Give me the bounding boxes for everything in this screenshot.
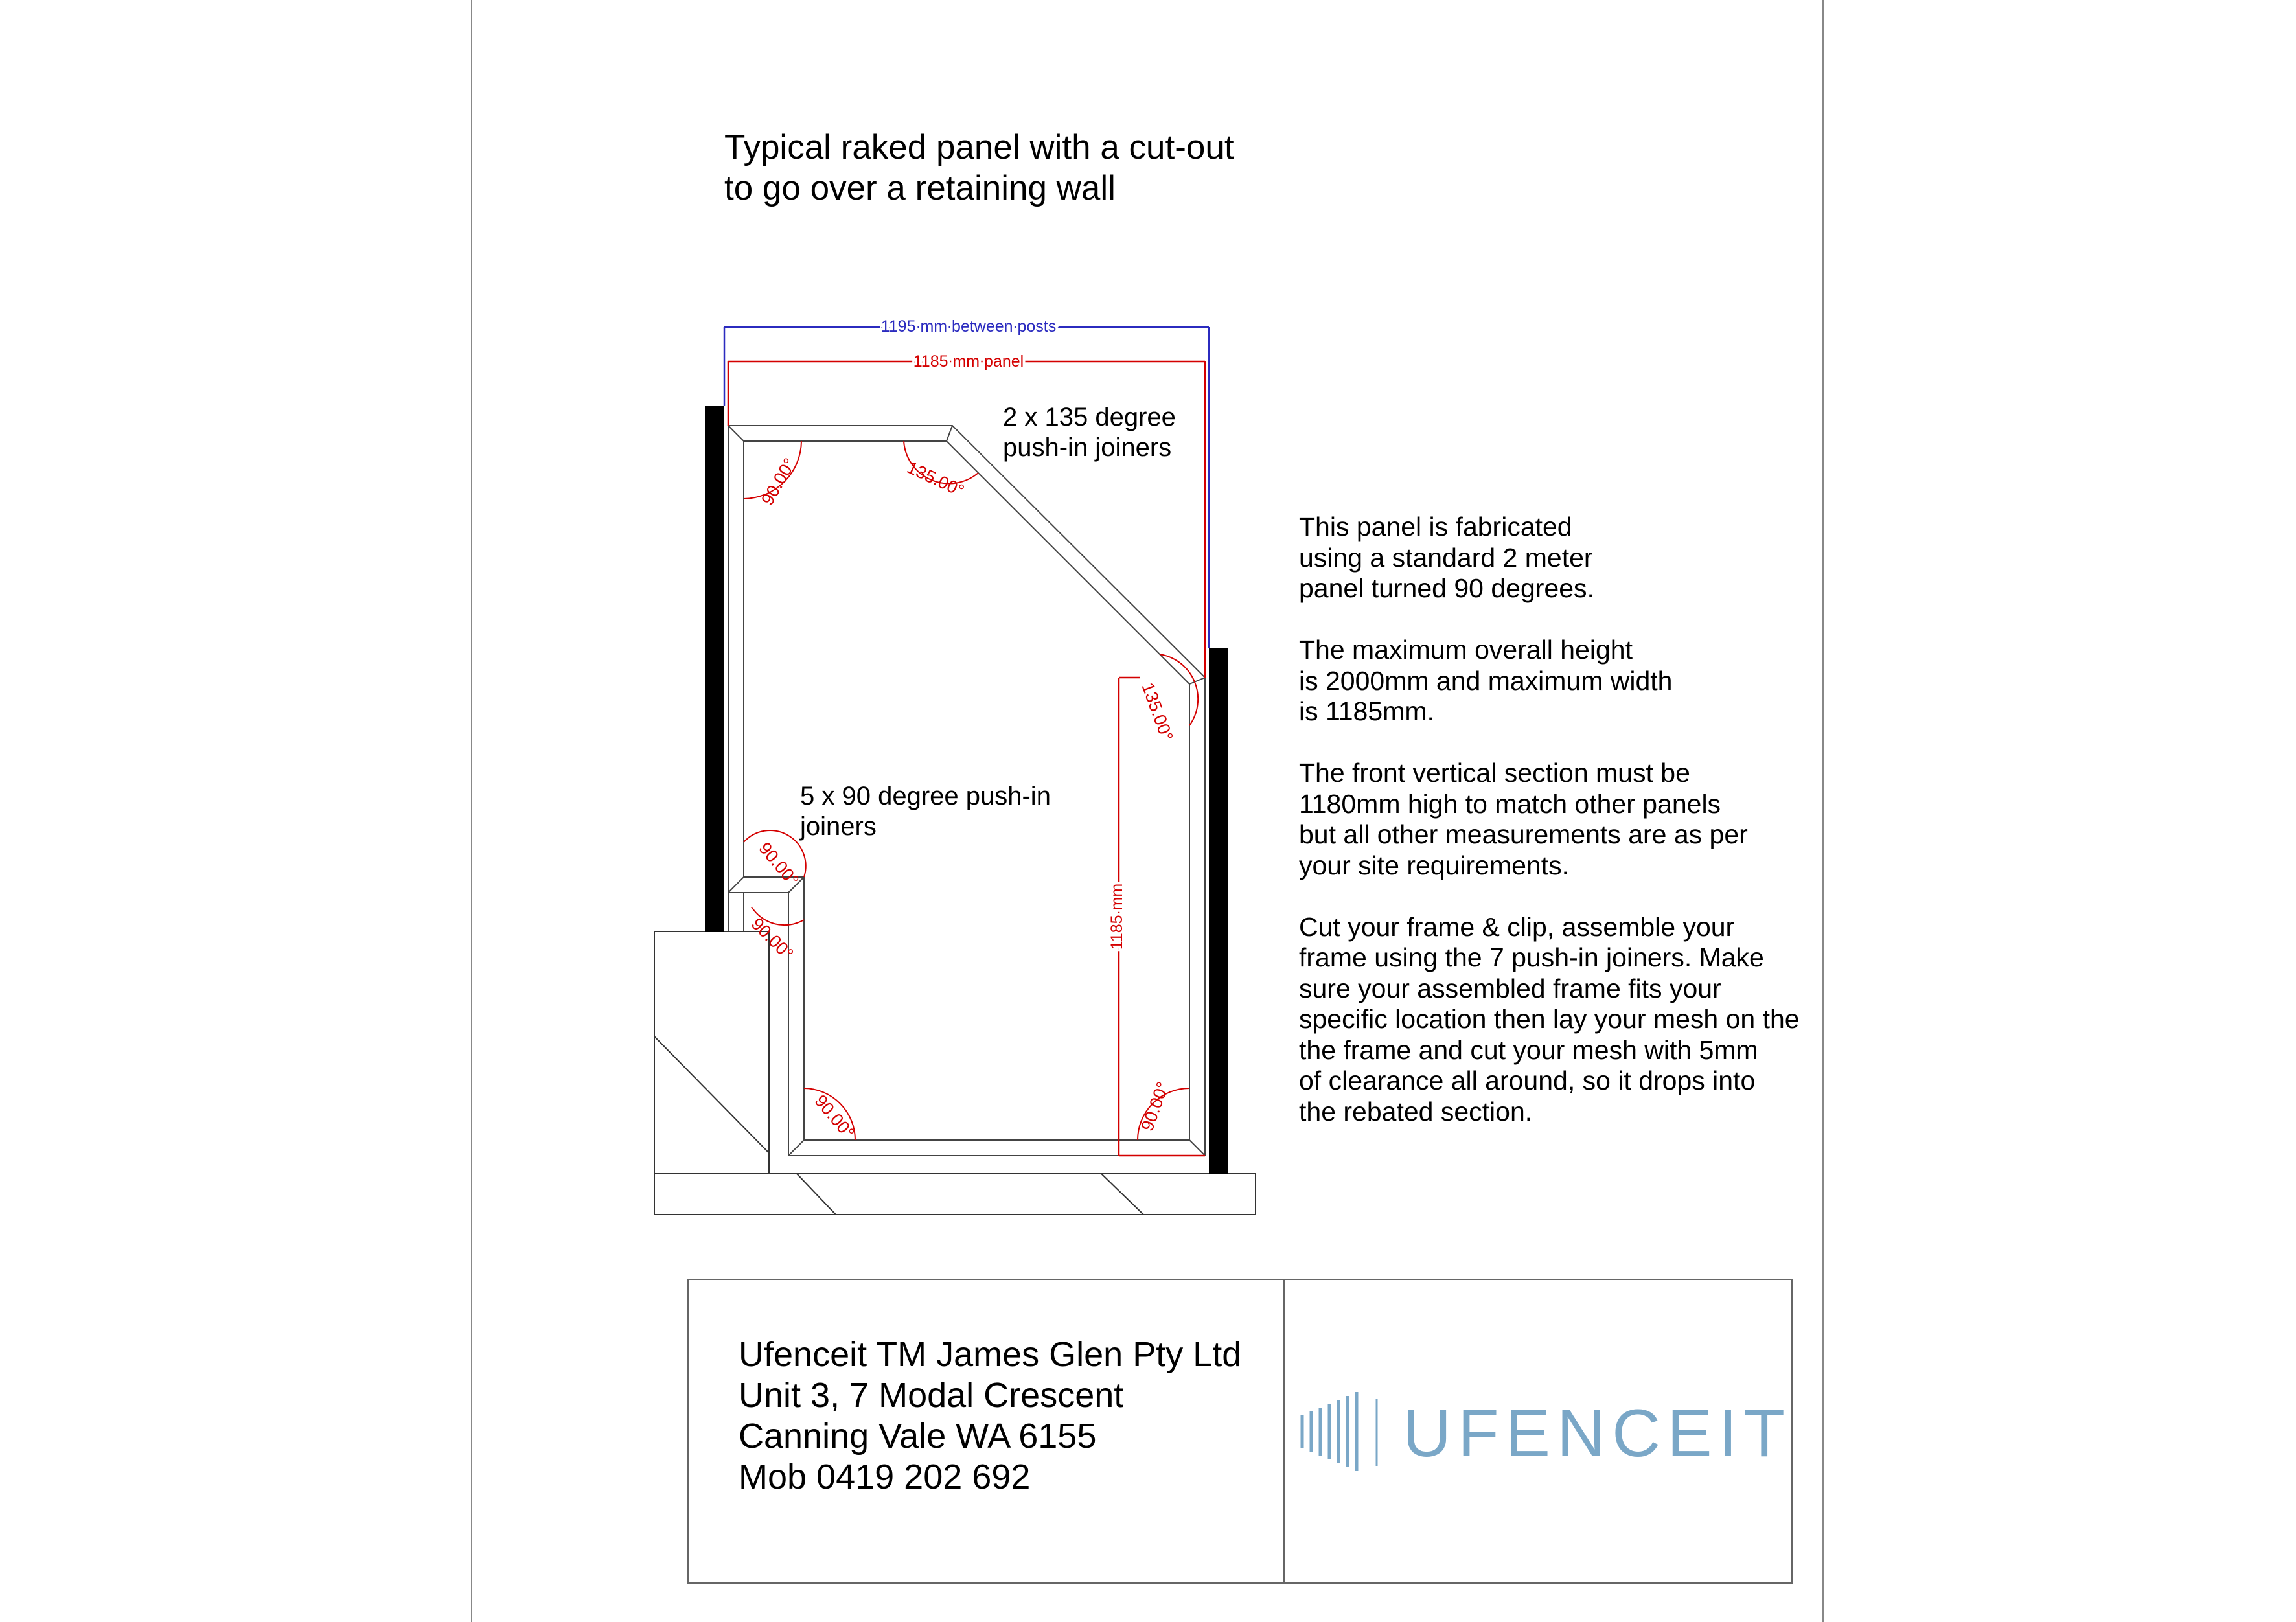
note-2-line-2: is 2000mm and maximum width <box>1299 665 1673 696</box>
note-4-line-3: sure your assembled frame fits your <box>1299 973 1721 1003</box>
note-paragraph-3 <box>1299 758 1856 881</box>
right-post <box>1209 648 1228 1174</box>
dimension-panel-width-label: 1185 mm panel <box>913 352 1024 371</box>
label-90-joiners-line-2: joiners <box>800 812 877 841</box>
company-details <box>739 1334 1241 1498</box>
company-name: Ufenceit TM James Glen Pty Ltd <box>739 1335 1242 1374</box>
company-address-2: Canning Vale WA 6155 <box>739 1417 1097 1456</box>
label-90-joiners-line-1: 5 x 90 degree push-in <box>800 782 1051 810</box>
angle-label-135-right: 135.00° <box>1138 680 1177 744</box>
page-title <box>724 127 1234 209</box>
note-4-line-4: specific location then lay your mesh on the <box>1299 1004 1800 1034</box>
dimension-panel-height-label: 1185 mm <box>1108 883 1126 950</box>
angle-label-90-bottom-left: 90.00° <box>810 1091 858 1143</box>
note-3-line-4: your site requirements. <box>1299 850 1570 880</box>
note-paragraph-2 <box>1299 635 1856 727</box>
title-line-2: to go over a retaining wall <box>724 169 1116 207</box>
note-4-line-1: Cut your frame & clip, assemble your <box>1299 911 1735 942</box>
note-2-line-3: is 1185mm. <box>1299 696 1434 726</box>
note-paragraph-1 <box>1299 512 1856 604</box>
angle-label-90-top-left: 90.00° <box>757 455 800 508</box>
angle-label-90-bottom-right: 90.00° <box>1137 1079 1173 1134</box>
fabrication-notes <box>1299 512 1856 1127</box>
dimension-between-posts <box>724 327 1209 648</box>
note-4-line-2: frame using the 7 push-in joiners. Make <box>1299 942 1764 972</box>
note-1-line-3: panel turned 90 degrees. <box>1299 573 1594 603</box>
ground-slab <box>654 1174 1256 1215</box>
note-4-line-7: the rebated section. <box>1299 1096 1533 1126</box>
note-paragraph-4 <box>1299 912 1856 1128</box>
left-post <box>705 406 724 932</box>
company-phone: Mob 0419 202 692 <box>739 1457 1031 1496</box>
angle-label-135-top: 135.00° <box>904 457 967 501</box>
cutout-step <box>728 893 744 931</box>
note-4-line-6: of clearance all around, so it drops into <box>1299 1066 1756 1095</box>
note-1-line-2: using a standard 2 meter <box>1299 542 1593 573</box>
label-135-joiners <box>1003 402 1176 463</box>
title-line-1: Typical raked panel with a cut-out <box>724 128 1234 166</box>
note-1-line-1: This panel is fabricated <box>1299 512 1572 542</box>
note-3-line-3: but all other measurements are as per <box>1299 819 1748 849</box>
label-135-joiners-line-2: push-in joiners <box>1003 433 1172 462</box>
dimension-between-posts-label: 1195 mm between posts <box>880 317 1057 336</box>
label-135-joiners-line-1: 2 x 135 degree <box>1003 403 1176 431</box>
angle-label-90-cutout-lower: 90.00° <box>747 914 798 964</box>
ufenceit-logo-mark <box>1302 1392 1377 1471</box>
note-4-line-5: the frame and cut your mesh with 5mm <box>1299 1034 1758 1065</box>
ufenceit-logo-text: UFENCEIT <box>1403 1396 1791 1471</box>
retaining-wall <box>654 931 769 1174</box>
note-3-line-1: The front vertical section must be <box>1299 758 1690 788</box>
label-90-joiners <box>800 781 1051 842</box>
note-3-line-2: 1180mm high to match other panels <box>1299 788 1721 819</box>
company-address-1: Unit 3, 7 Modal Crescent <box>739 1376 1124 1415</box>
angle-label-90-cutout-upper: 90.00° <box>755 838 803 890</box>
note-2-line-1: The maximum overall height <box>1299 635 1633 665</box>
